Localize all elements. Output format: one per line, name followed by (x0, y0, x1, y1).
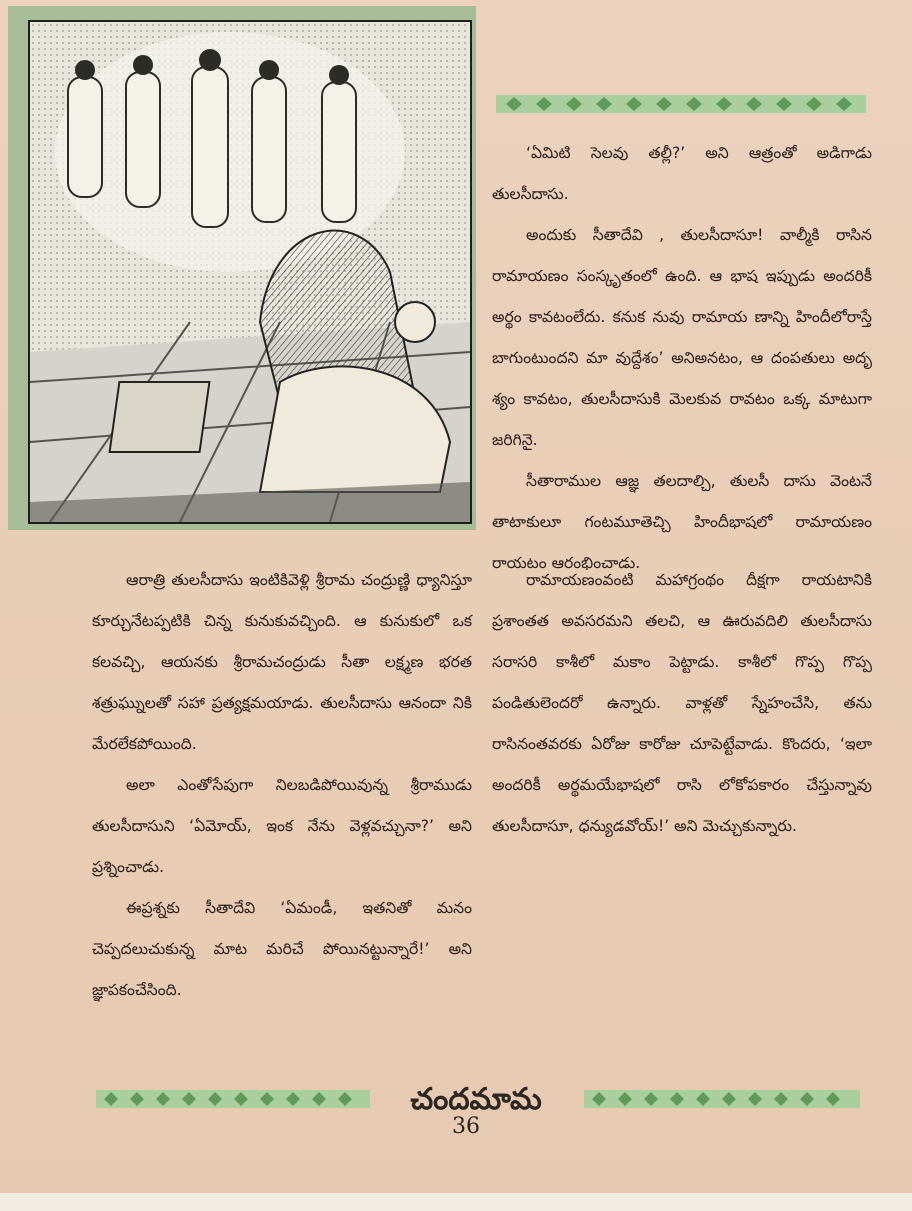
text-line: దాసు వెంటనే తాటాకులూ గంటమూతెచ్చి (492, 472, 872, 531)
text-line: ఈప్రశ్నకు సీతాదేవి ‘ఏమండీ, ఇతనితో (126, 899, 412, 917)
text-line: ఏరోజు కారోజు చూపెట్టేవాడు. కొందరు, (591, 735, 831, 753)
text-line: అడిగాడు తులసీదాసు. (492, 144, 872, 203)
text-line: అలా ఎంతోసేపుగా నిలబడిపోయివున్న (126, 776, 388, 794)
text-line: నికి మేరలేకపోయింది. (92, 694, 472, 753)
text-line: ఆరంభించాడు. (551, 554, 641, 572)
text-line: దీక్షగా రాయటానికి ప్రశాంతత అవసరమని (492, 571, 872, 630)
decorative-border-icon (96, 1090, 370, 1108)
text-line: శ్రీరాముడు తులసీదాసుని ‘ఏమోయ్, ఇంక (92, 776, 472, 835)
text-column-right-bottom (492, 560, 872, 847)
text-line: ‘ఏమిటి సెలవు తల్లీ?’ అని ఆత్రంతో (526, 144, 797, 162)
illustration-frame (8, 6, 476, 530)
magazine-title: చందమామ (410, 1082, 542, 1117)
paragraph (492, 560, 872, 847)
text-line: గొప్ప పండితులెందరో ఉన్నారు. వాళ్లతో (492, 653, 872, 712)
scan-edge (0, 1193, 912, 1211)
text-line: కావటంలేదు. కనుక నువు రామాయ (528, 308, 748, 326)
decorative-border-icon (496, 95, 866, 113)
text-line: కాశీలో మకాం పెట్టాడు. కాశీలో గొప్ప (556, 653, 825, 671)
text-line: చంద్రుణ్ణి ధ్యానిస్తూ కూర్చునేటప్పటికి (92, 571, 472, 630)
text-line: మనం చెప్పదలుచుకున్న మాట మరిచే (92, 899, 472, 958)
text-line: రావటం ఒక్క మాటుగా జరిగినై. (492, 390, 872, 449)
text-line: సీతారాముల ఆజ్ఞ తలదాల్చి, తులసీ (526, 472, 770, 490)
text-line: ఉంది. ఆ భాష ఇప్పుడు అందరికీ అర్థం (492, 267, 872, 326)
paragraph (92, 560, 472, 765)
text-line: ణాన్ని హిందీలోరాస్తే బాగుంటుందని మా (492, 308, 872, 367)
text-line: ఆరాత్రి తులసీదాసు ఇంటికివెళ్లి శ్రీరామ (126, 571, 355, 589)
decorative-border-icon (584, 1090, 860, 1108)
text-line: నేను వెళ్లవచ్చునా?’ అని ప్రశ్నించాడు. (92, 817, 472, 876)
text-line: లోకోపకారం చేస్తున్నావు తులసీదాసూ, (492, 776, 872, 835)
text-line: ధన్యుడవోయ్!’ అని మెచ్చుకున్నారు. (578, 817, 797, 835)
paragraph (92, 888, 472, 1011)
text-column-right-top (492, 133, 872, 584)
paragraph (92, 765, 472, 888)
text-line: అందుకు సీతాదేవి , తులసీదాసూ! (526, 226, 764, 244)
text-line: వాల్మీకి రాసిన రామాయణం సంస్కృతంలో (492, 226, 872, 285)
text-line: కలవచ్చి, ఆయనకు శ్రీరామచంద్రుడు (92, 653, 326, 671)
text-line: వుద్దేశం’ అనిఅనటం, ఆ దంపతులు అదృ (615, 349, 872, 367)
text-line: స్నేహంచేసి, తను రాసినంతవరకు (492, 694, 872, 753)
text-line: తలచి, ఆ ఊరువదిలి తులసీదాసు సరాసరి (492, 612, 872, 671)
text-column-left (92, 560, 472, 1011)
text-line: రామాయణంవంటి మహాగ్రంథం (526, 571, 725, 589)
paragraph (492, 215, 872, 461)
text-line: హిందీభాషలో రామాయణం రాయటం (492, 513, 872, 572)
text-line: శ్యం కావటం, తులసీదాసుకి మెలకువ (492, 390, 722, 408)
illustration-tulasidas-vision-of-rama-icon (28, 20, 472, 524)
page-number: 36 (452, 1114, 480, 1139)
text-line: ‘ఇలా అందరికీ అర్థమయేభాషలో రాసి (492, 735, 872, 794)
text-line: సీతా లక్ష్మణ భరత శత్రుఘ్నులతో సహా (92, 653, 472, 712)
text-line: ప్రత్యక్షమయాడు. తులసీదాసు ఆనందా (211, 694, 447, 712)
text-line: చిన్న కునుకువచ్చింది. ఆ కునుకులో ఒక (203, 612, 472, 630)
text-line: పోయినట్టున్నారే!’ అని జ్ఞాపకంచేసింది. (92, 940, 472, 999)
paragraph (492, 133, 872, 215)
